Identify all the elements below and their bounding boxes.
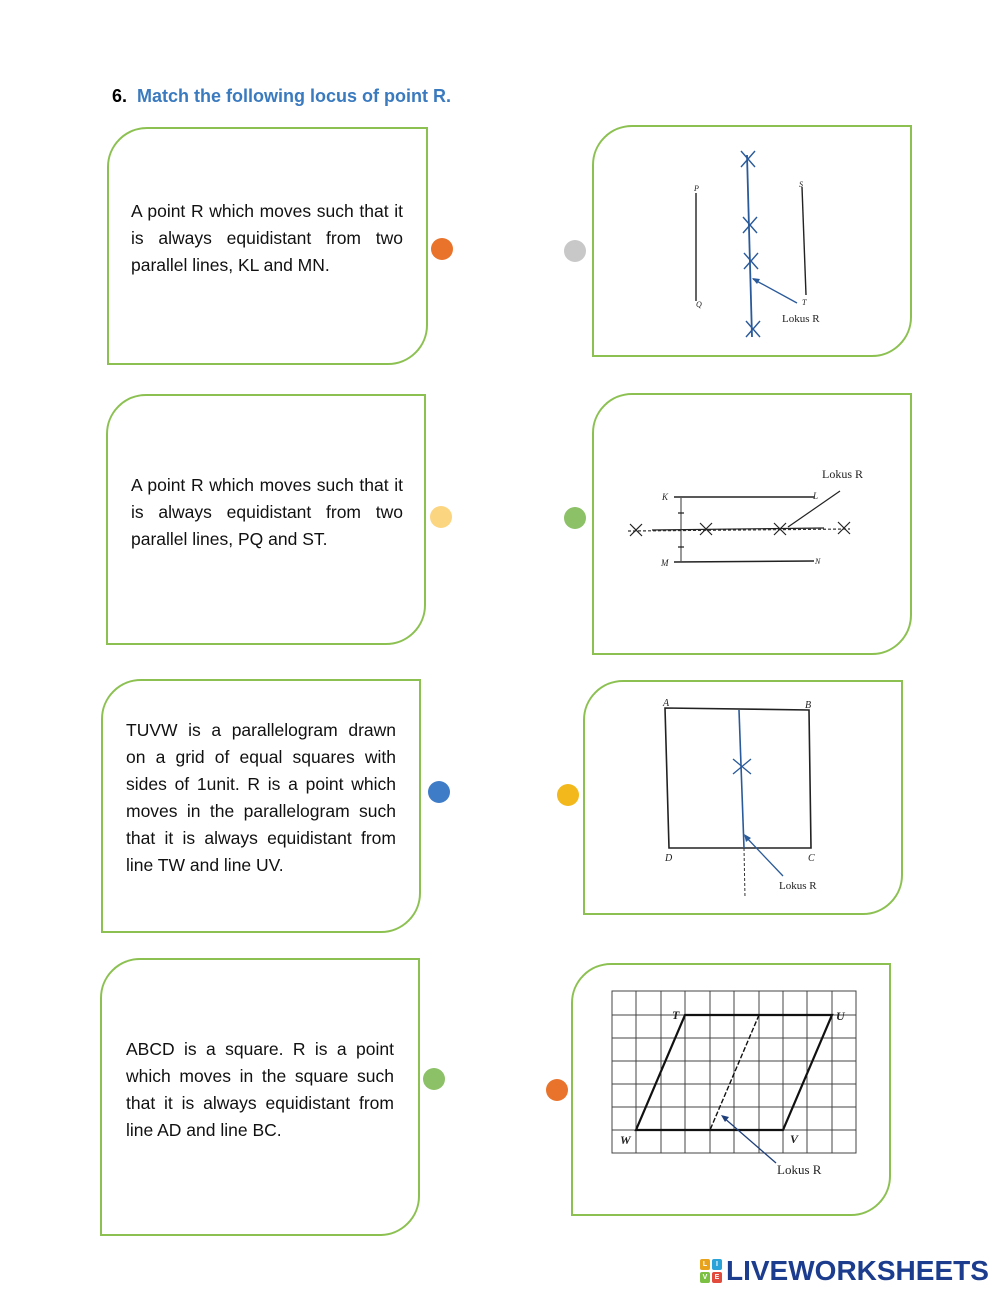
locus-label-1: Lokus R — [782, 313, 820, 325]
logo-letter-e: E — [712, 1272, 722, 1283]
label-a: A — [663, 698, 670, 709]
figure-parallelogram-tuvw — [571, 963, 891, 1216]
question-text-3: TUVW is a parallelogram drawn on a grid of equal squares with sides of 1unit. R is a point which moves in the parallelogram such that it is always equidistant from line TW and line UV. — [126, 720, 396, 875]
question-text-1: A point R which moves such that it is always equidistant from two parallel lines, KL and MN. — [131, 201, 403, 275]
label-s: S — [799, 180, 803, 189]
label-c: C — [808, 853, 815, 864]
locus-label-3: Lokus R — [779, 880, 817, 892]
logo-letter-l: L — [700, 1259, 710, 1270]
label-t: T — [672, 1008, 680, 1022]
label-v: V — [790, 1132, 799, 1146]
question-number: 6. — [112, 86, 128, 106]
logo-letter-i: I — [712, 1259, 722, 1270]
figure-parallel-lines-pq-st — [592, 125, 912, 357]
label-q: Q — [696, 300, 702, 309]
match-dot-answer-2[interactable] — [564, 507, 586, 529]
liveworksheets-logo — [700, 1256, 989, 1286]
label-p: P — [694, 184, 699, 193]
label-d: D — [665, 853, 673, 864]
label-k: K — [662, 492, 669, 502]
logo-text: LIVEWORKSHEETS — [726, 1255, 989, 1286]
figure-square-abcd — [583, 680, 903, 915]
label-u: U — [836, 1009, 845, 1023]
match-dot-question-3[interactable] — [428, 781, 450, 803]
locus-label-2: Lokus R — [822, 467, 864, 481]
label-m: M — [661, 558, 669, 568]
question-text-2: A point R which moves such that it is always equidistant from two parallel lines, PQ and ST. — [131, 475, 403, 549]
label-t: T — [802, 298, 807, 307]
figure-parallel-lines-kl-mn — [592, 393, 912, 655]
question-heading — [112, 86, 451, 107]
locus-label-4: Lokus R — [777, 1162, 822, 1177]
match-dot-question-2[interactable] — [430, 506, 452, 528]
match-dot-question-4[interactable] — [423, 1068, 445, 1090]
match-dot-answer-1[interactable] — [564, 240, 586, 262]
match-dot-answer-4[interactable] — [546, 1079, 568, 1101]
label-b: B — [805, 700, 812, 711]
question-title: Match the following locus of point R. — [137, 86, 451, 106]
question-text-4: ABCD is a square. R is a point which moves in the square such that it is always equidistant from line AD and line BC. — [126, 1039, 394, 1140]
match-dot-answer-3[interactable] — [557, 784, 579, 806]
label-l: L — [813, 491, 819, 501]
label-n: N — [815, 557, 821, 566]
logo-mark-icon — [700, 1259, 722, 1283]
logo-letter-v: V — [700, 1272, 710, 1283]
match-dot-question-1[interactable] — [431, 238, 453, 260]
label-w: W — [620, 1133, 631, 1147]
